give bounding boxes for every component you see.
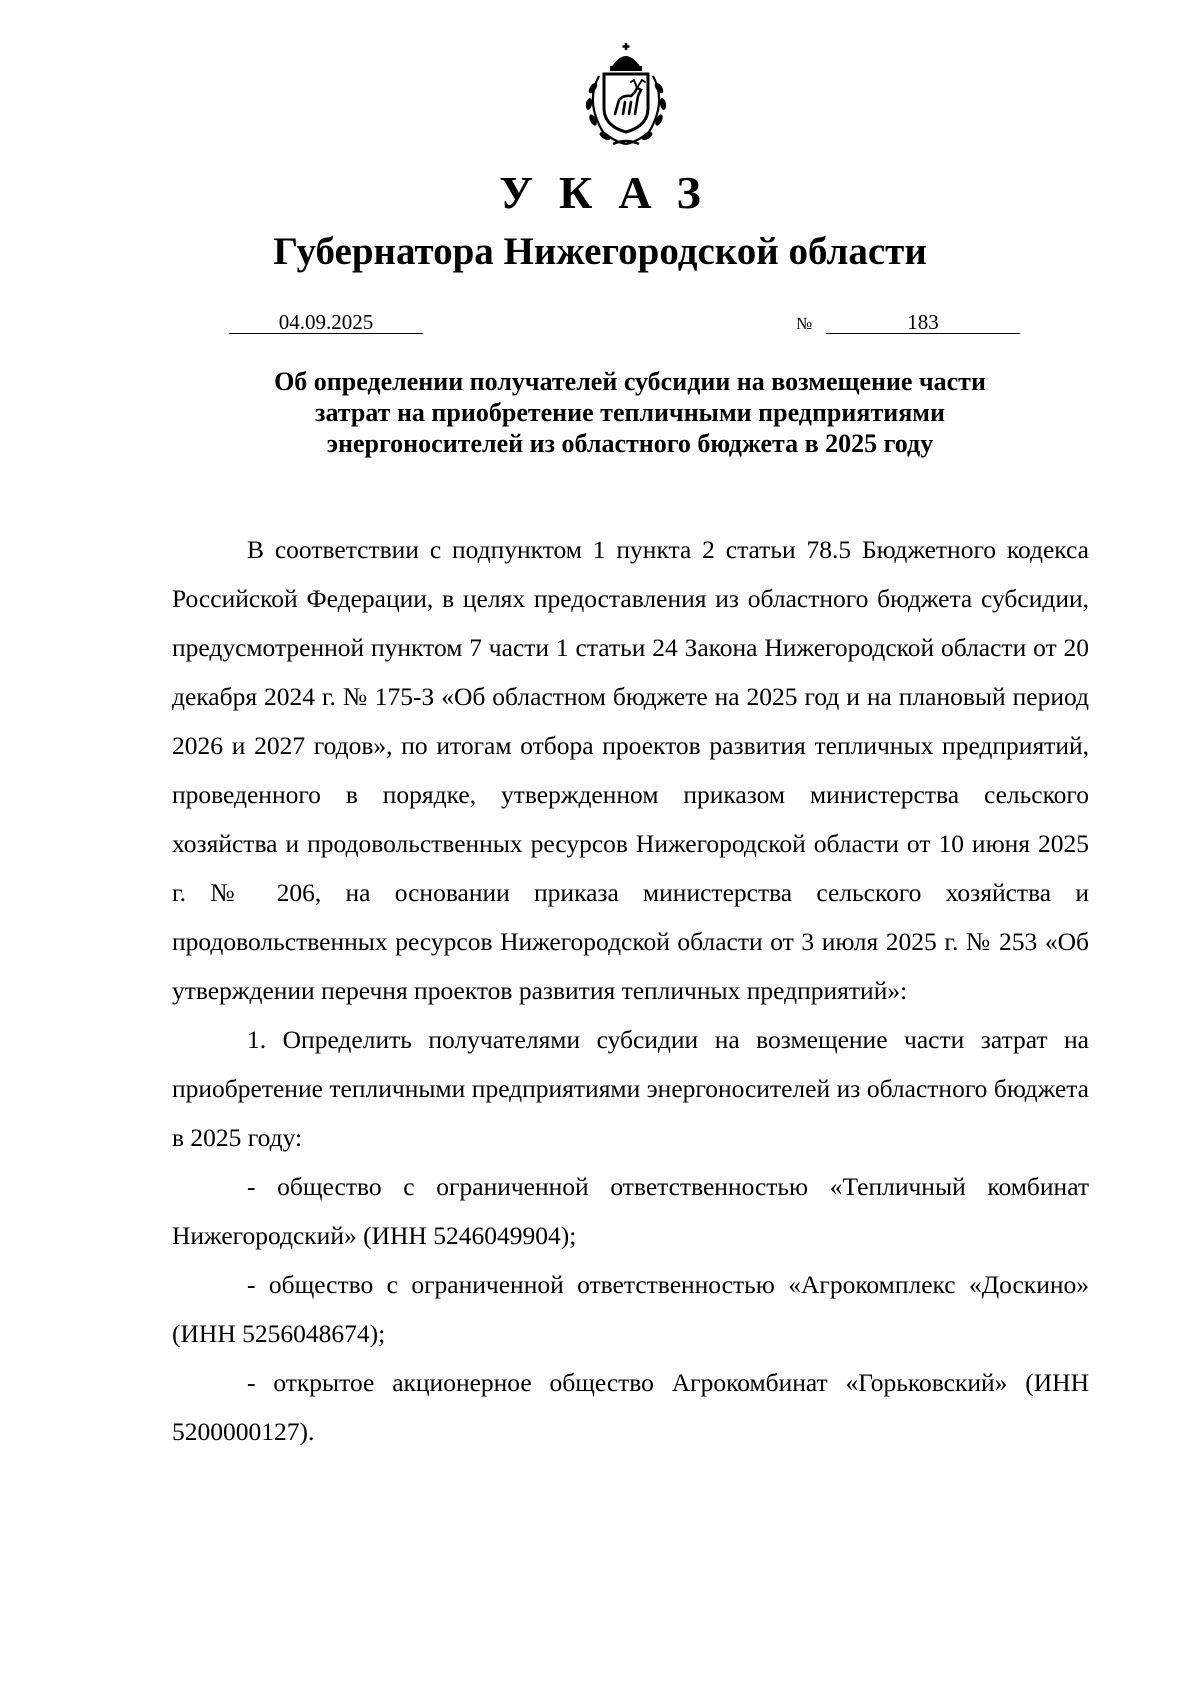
recipient-item: - общество с ограниченной ответственностью «Агрокомплекс «Доскино» (ИНН 5256048674); <box>172 1270 1089 1348</box>
recipient-item: - открытое акционерное общество Агрокомбинат «Горьковский» (ИНН 5200000127). <box>172 1368 1089 1446</box>
decree-date: 04.09.2025 <box>229 311 423 334</box>
coat-of-arms-icon <box>571 40 681 150</box>
preamble-paragraph: В соответствии с подпунктом 1 пункта 2 статьи 78.5 Бюджетного кодекса Российской Федерации, в целях предоставления из областного бюджета субсидии, предусмотренной пунктом 7 части 1 статьи 24 Закона Нижегородской области от 20 декабря 2024 г. № 175-З «Об областном бюджете на 2025 год и на плановый период 2026 и 2027 годов», по итогам отбора проектов развития тепличных предприятий, проведенного в порядке, утвержденном приказом министерства сельского хозяйства и продовольственных ресурсов Нижегородской области от 10 июня 2025 г. № 206, на основании приказа министерства сельского хозяйства и продовольственных ресурсов Нижегородской области от 3 июля 2025 г. № 253 «Об утверждении перечня проектов развития тепличных предприятий»: <box>172 535 1089 1005</box>
item-1-paragraph: 1. Определить получателями субсидии на возмещение части затрат на приобретение тепличными предприятиями энергоносителей из областного бюджета в 2025 году: <box>172 1025 1089 1152</box>
decree-body <box>172 525 1089 1456</box>
subject-line: энергоносителей из областного бюджета в 2025 году <box>326 429 934 458</box>
decree-number: 183 <box>826 311 1020 334</box>
issuer-title: Губернатора Нижегородской области <box>273 230 927 273</box>
decree-subject <box>170 366 1090 459</box>
subject-line: Об определении получателей субсидии на возмещение части <box>274 367 986 396</box>
decree-title: УКАЗ <box>499 167 727 218</box>
subject-line: затрат на приобретение тепличными предприятиями <box>315 398 945 427</box>
recipient-item: - общество с ограниченной ответственностью «Тепличный комбинат Нижегородский» (ИНН 5246049904); <box>172 1172 1089 1250</box>
number-sign: № <box>796 314 813 333</box>
